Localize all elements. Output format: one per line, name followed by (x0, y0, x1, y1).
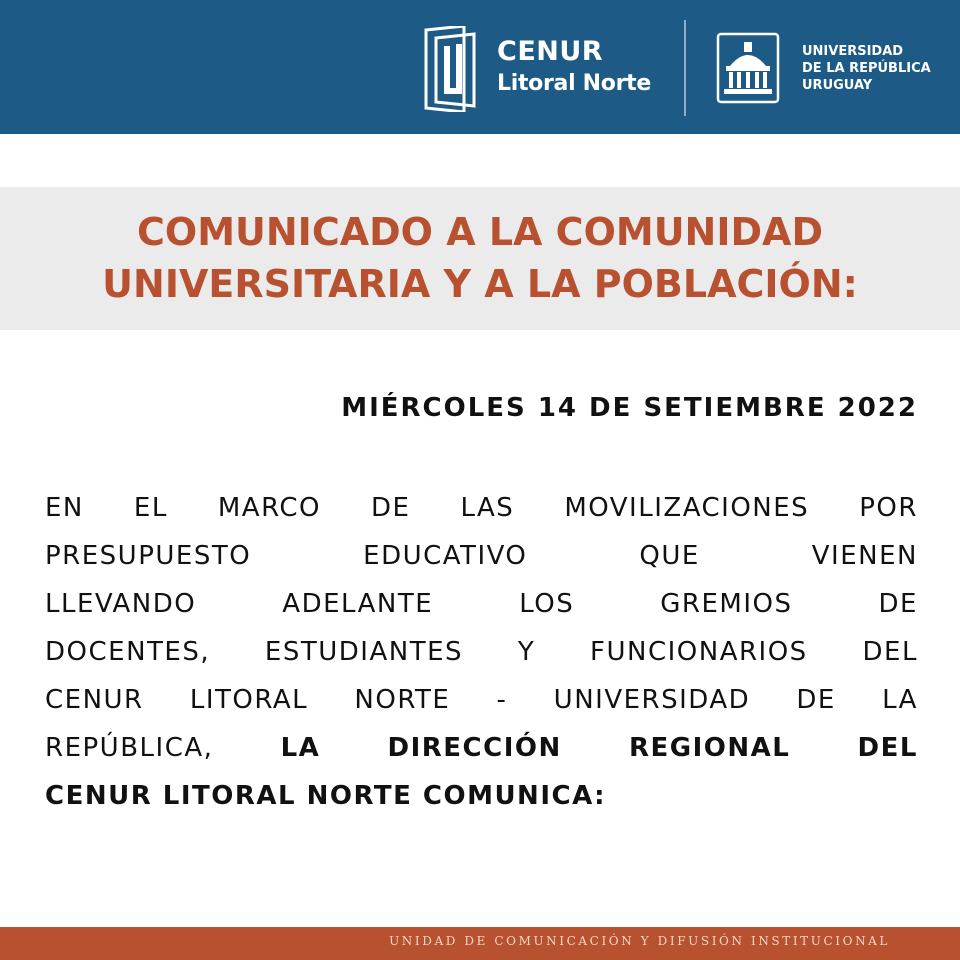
udelar-wordmark (802, 43, 931, 94)
body-word: LOS (519, 589, 575, 619)
header-divider (684, 20, 686, 116)
body-word: ESTUDIANTES (264, 637, 464, 667)
body-word: POR (859, 493, 918, 523)
body-word: VIENEN (811, 541, 918, 571)
body-line (45, 772, 918, 820)
body-word-bold: DIRECCIÓN (387, 733, 562, 763)
announcement-body (45, 484, 918, 820)
body-word: NORTE (354, 685, 451, 715)
udelar-line-1: UNIVERSIDAD (802, 44, 904, 59)
body-word: UNIVERSIDAD (553, 685, 751, 715)
page-title (0, 206, 960, 310)
cenur-wordmark (497, 36, 651, 100)
body-word-bold: REGIONAL (628, 733, 791, 763)
body-word: DE (370, 493, 411, 523)
body-word: EL (133, 493, 168, 523)
body-word: ADELANTE (282, 589, 434, 619)
footer-bar (0, 927, 960, 960)
body-line (45, 628, 918, 676)
body-word-bold: DEL (857, 733, 918, 763)
title-line-2: UNIVERSITARIA Y A LA POBLACIÓN: (102, 262, 858, 306)
body-word-bold: LA (280, 733, 321, 763)
footer-text: UNIDAD DE COMUNICACIÓN Y DIFUSIÓN INSTITUCIONAL (389, 934, 890, 948)
body-line (45, 724, 918, 772)
body-word: REPÚBLICA, (45, 733, 214, 763)
body-word: DE (796, 685, 836, 715)
body-word: FUNCIONARIOS (590, 637, 808, 667)
cenur-subname: Litoral Norte (497, 71, 651, 96)
body-word: DOCENTES, (45, 637, 211, 667)
header-bar (0, 0, 960, 134)
body-word: LAS (460, 493, 515, 523)
udelar-line-3: URUGUAY (802, 78, 873, 93)
body-word: LLEVANDO (45, 589, 197, 619)
cenur-logo-icon (424, 26, 478, 112)
body-line (45, 532, 918, 580)
body-word: LA (882, 685, 918, 715)
body-word: Y (517, 637, 536, 667)
announcement-date: MIÉRCOLES 14 DE SETIEMBRE 2022 (341, 393, 918, 423)
body-word: GREMIOS (660, 589, 793, 619)
body-word: PRESUPUESTO (45, 541, 252, 571)
body-word: MOVILIZACIONES (564, 493, 810, 523)
body-word: CENUR (45, 685, 144, 715)
body-word: - (496, 685, 508, 715)
body-word: QUE (639, 541, 700, 571)
udelar-line-2: DE LA REPÚBLICA (802, 61, 931, 76)
cenur-name: CENUR (497, 36, 604, 67)
body-line (45, 484, 918, 532)
body-word: MARCO (217, 493, 321, 523)
body-closing-bold: CENUR LITORAL NORTE COMUNICA: (45, 781, 607, 811)
title-line-1: COMUNICADO A LA COMUNIDAD (137, 210, 823, 254)
body-line (45, 676, 918, 724)
body-word: DEL (862, 637, 918, 667)
body-word: LITORAL (189, 685, 309, 715)
body-word: EDUCATIVO (363, 541, 528, 571)
body-line (45, 580, 918, 628)
body-word: DE (878, 589, 918, 619)
udelar-seal-icon (716, 32, 780, 104)
body-word: EN (45, 493, 84, 523)
